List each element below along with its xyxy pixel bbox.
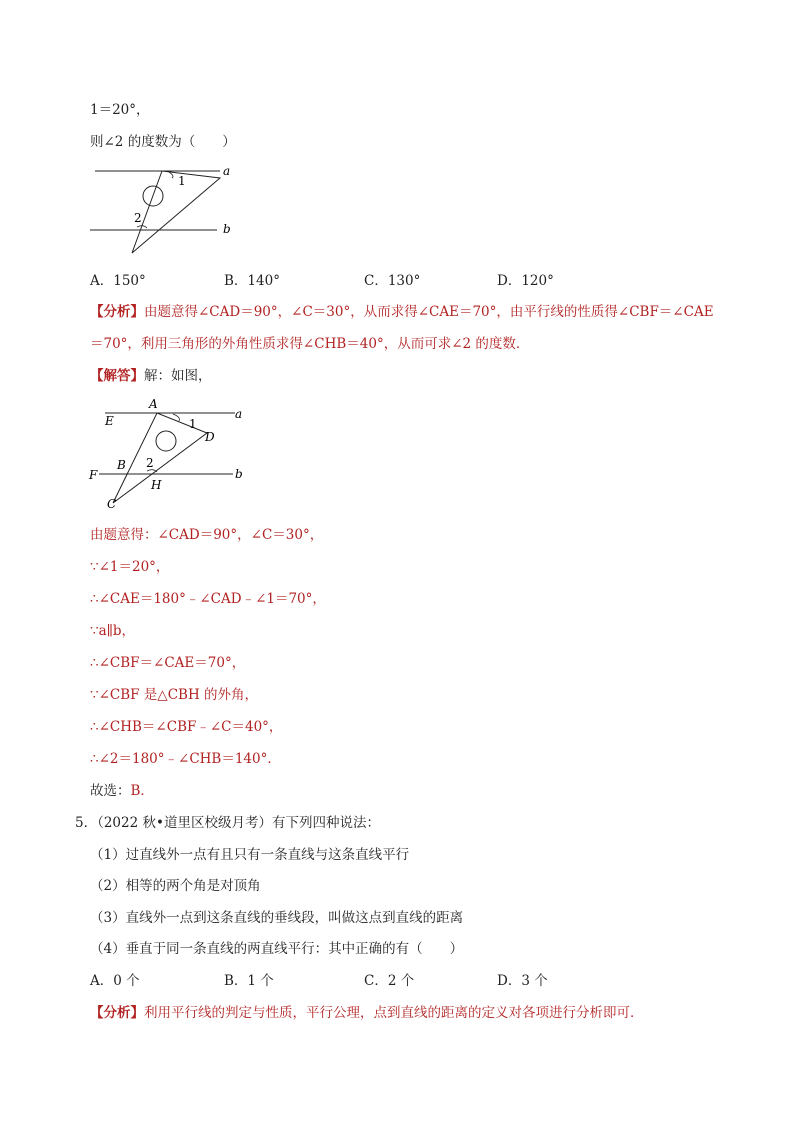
- q5-option-c: C．2 个: [364, 973, 415, 989]
- q5-analysis-tag: 【分析】: [90, 1005, 144, 1021]
- label-C: C: [107, 497, 117, 511]
- choice-value: B．: [130, 783, 154, 799]
- answer-choice: [90, 782, 154, 800]
- answer-step-3: ∴∠CAE＝180°﹣∠CAD﹣∠1＝70°，: [90, 591, 326, 607]
- answer-step-4: ∵a∥b，: [90, 623, 136, 639]
- label-B: B: [117, 458, 126, 472]
- q5-option-b: B．1 个: [224, 973, 274, 989]
- triangle-circle-answer: [156, 431, 176, 451]
- answer-step-1: 由题意得：∠CAD＝90°，∠C＝30°，: [90, 527, 324, 543]
- q4-option-a: A．150°: [90, 273, 146, 289]
- q4-option-c: C．130°: [364, 273, 421, 289]
- answer-step-6: ∵∠CBF 是△CBH 的外角，: [90, 687, 259, 703]
- label-a: a: [223, 164, 231, 178]
- label-E: E: [105, 414, 114, 428]
- answer-step-7: ∴∠CHB＝∠CBF﹣∠C＝40°，: [90, 719, 283, 735]
- q5-item-3: （3）直线外一点到这条直线的垂线段，叫做这点到直线的距离: [90, 910, 464, 926]
- choice-prefix: 故选：: [90, 783, 131, 799]
- angle-1-arc: [169, 172, 173, 178]
- q5-option-a: A．0 个: [90, 973, 140, 989]
- q5-item-1: （1）过直线外一点有且只有一条直线与这条直线平行: [90, 847, 410, 863]
- q4-analysis-line-1: [90, 303, 714, 321]
- question-5-title: 5．（2022 秋•道里区校级月考）有下列四种说法：: [75, 815, 380, 831]
- q4-option-d: D．120°: [497, 273, 554, 289]
- triangle: [132, 171, 220, 253]
- label-1: 1: [178, 174, 186, 188]
- answer-figure: [85, 395, 260, 515]
- label-D: D: [205, 430, 215, 444]
- label-a-answer: a: [235, 407, 243, 421]
- q5-analysis: [90, 1004, 644, 1022]
- answer-tag: 【解答】: [90, 368, 144, 384]
- label-2-answer: 2: [146, 456, 154, 470]
- question-4-continuation: 1＝20°，: [90, 102, 150, 118]
- answer-step-8: ∴∠2＝180°﹣∠CHB＝140°．: [90, 751, 281, 767]
- q5-analysis-text: 利用平行线的判定与性质，平行公理，点到直线的距离的定义对各项进行分析即可．: [144, 1005, 644, 1021]
- label-H: H: [151, 478, 162, 492]
- q4-analysis-line-2: ＝70°，利用三角形的外角性质求得∠CHB＝40°，从而可求∠2 的度数．: [90, 336, 530, 352]
- question-4-prompt: 则∠2 的度数为（ ）: [90, 134, 236, 150]
- question-4-figure: [85, 160, 245, 260]
- answer-intro: 解：如图，: [144, 368, 212, 384]
- q5-item-4: （4）垂直于同一条直线的两直线平行：其中正确的有（ ）: [90, 941, 464, 957]
- answer-step-2: ∵∠1＝20°，: [90, 559, 170, 575]
- q4-option-b: B．140°: [224, 273, 280, 289]
- label-2: 2: [134, 211, 142, 225]
- label-b-answer: b: [235, 467, 243, 481]
- q4-answer-heading: [90, 367, 212, 385]
- q5-item-2: （2）相等的两个角是对顶角: [90, 878, 261, 894]
- label-1-answer: 1: [189, 417, 197, 431]
- q5-option-d: D．3 个: [497, 973, 548, 989]
- analysis-tag: 【分析】: [90, 304, 144, 320]
- label-b: b: [223, 222, 231, 236]
- label-F: F: [89, 468, 98, 482]
- answer-step-5: ∴∠CBF＝∠CAE＝70°，: [90, 655, 246, 671]
- analysis-text: 由题意得∠CAD＝90°，∠C＝30°，从而求得∠CAE＝70°，由平行线的性质得∠CBF＝∠CAE: [144, 304, 714, 320]
- label-A: A: [149, 397, 158, 411]
